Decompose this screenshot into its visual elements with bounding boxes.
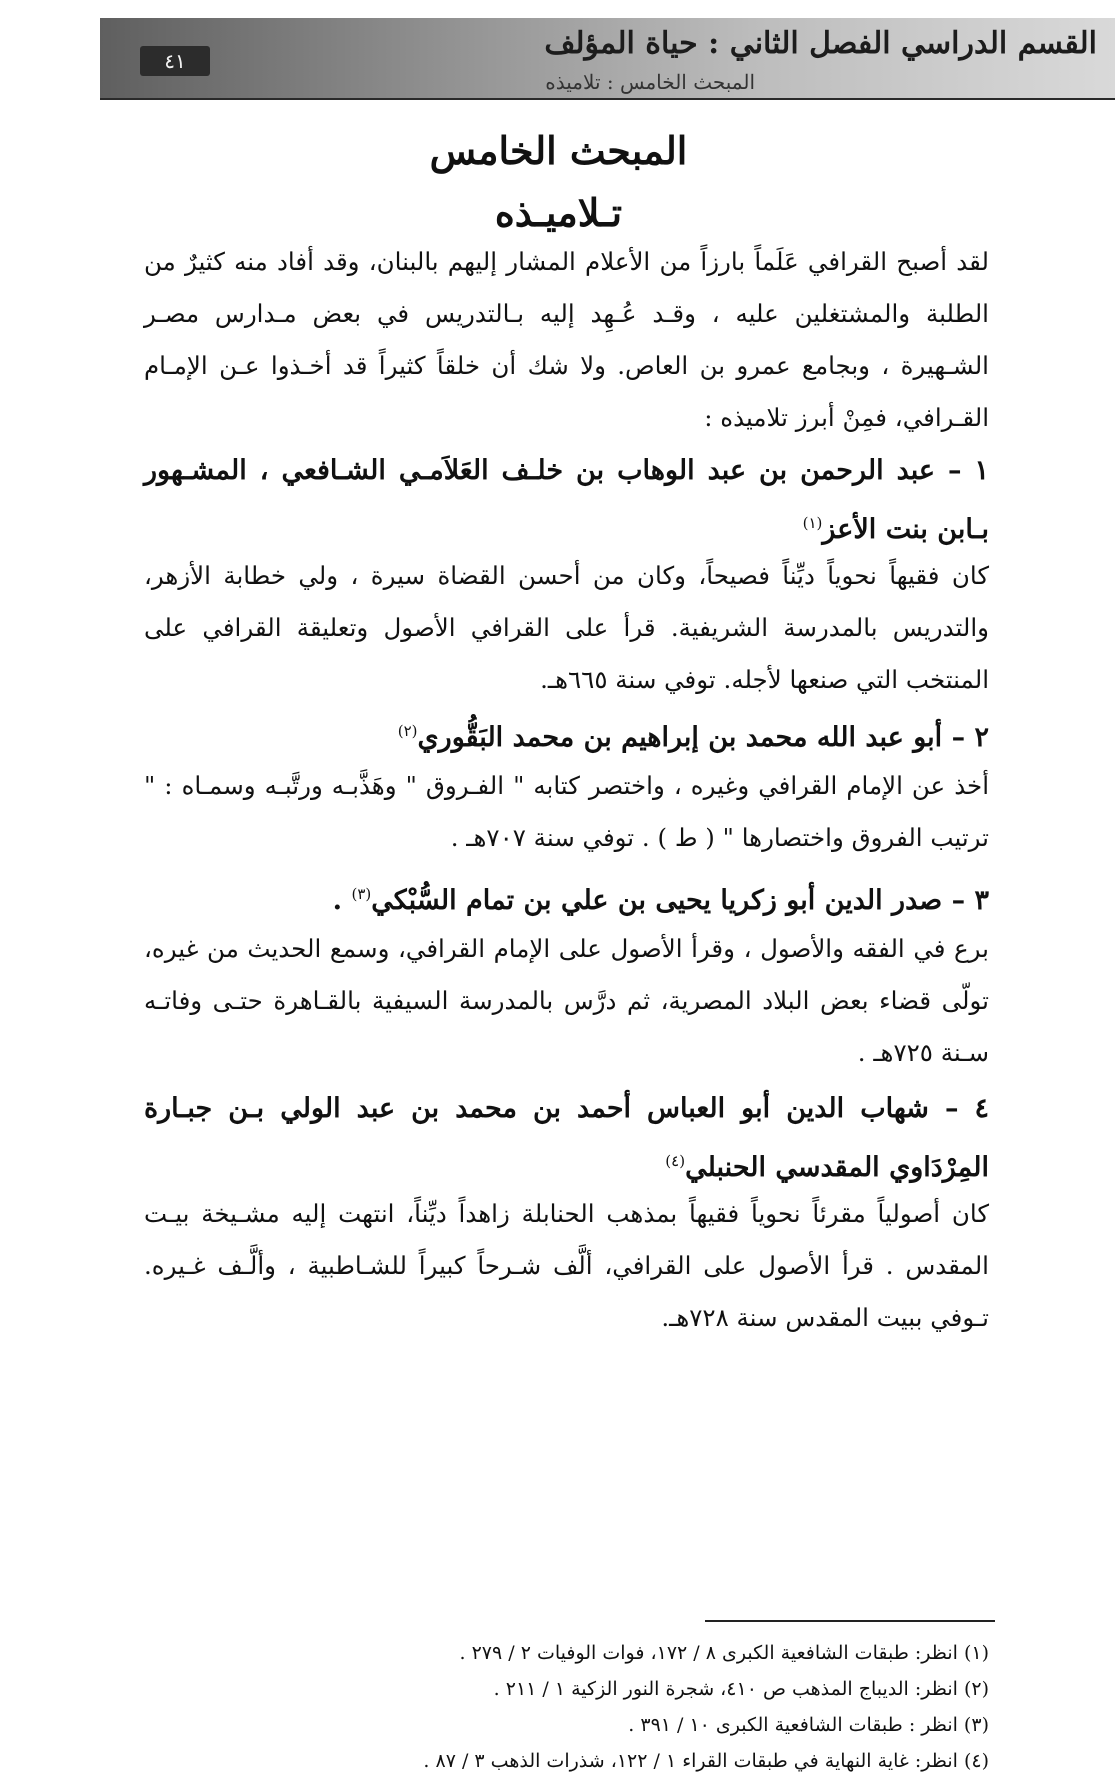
running-header [100,18,1115,100]
page-number: ٤١ [140,46,210,76]
student-heading-1-text: ١ – عبد الرحمن بن عبد الوهاب بن خلـف العَلاَمـي الشـافعي ، المشـهور بـابن بنت الأعز [144,455,989,545]
student-heading-3 [144,868,989,927]
student-body-3: برع في الفقه والأصول ، وقرأ الأصول على الإمام القرافي، وسمع الحديث من غيره، تولّى قضاء بعض البلاد المصرية، ثم درَّس بالمدرسة السيفية بالقـاهرة حتـى وفاتـه سـنة ٧٢٥هـ . [144,934,989,1067]
student-heading-2-text: ٢ – أبو عبد الله محمد بن إبراهيم بن محمد البَقُّوري [417,722,989,753]
student-heading-4-text: ٤ – شهاب الدين أبو العباس أحمد بن محمد بن عبد الولي بـن جبـارة المِرْدَاوي المقدسي الحنبلي [144,1093,989,1183]
student-heading-3-tail: . [332,885,352,916]
footnotes [144,1635,989,1779]
footnote-ref-4: (٤) [665,1152,686,1170]
footnote-ref-2: (٢) [397,722,418,740]
footnote-1: (١) انظر: طبقات الشافعية الكبرى ٨ / ١٧٢، فوات الوفيات ٢ / ٢٧٩ . [459,1642,989,1664]
running-header-title: القسم الدراسي الفصل الثاني : حياة المؤلف [544,26,1097,61]
student-body-1: كان فقيهاً نحوياً ديِّناً فصيحاً، وكان من أحسن القضاة سيرة ، ولي خطابة الأزهر، والتدريس بالمدرسة الشريفية. قرأ على القرافي الأصول وتعليقة القرافي على المنتخب التي صنعها لأجله. توفي سنة ٦٦٥هـ. [144,561,989,694]
footnote-ref-3: (٣) [351,885,372,903]
section-title: المبحث الخامس [429,128,688,173]
footnote-ref-1: (١) [802,514,823,532]
intro-paragraph: لقد أصبح القرافي عَلَماً بارزاً من الأعلام المشار إليهم بالبنان، وقد أفاد منه كثيرٌ من الطلبة والمشتغلين عليه ، وقـد عُـهِد إليه بـالتدريس في بعض مـدارس مصـر الشـهيرة ، وبجامع عمرو بن العاص. ولا شك أن خلقاً كثيراً قد أخـذوا عـن الإمـام القـرافي، فمِنْ أبرز تلاميذه : [144,247,989,432]
student-heading-4 [144,1083,989,1194]
student-heading-1 [144,445,989,556]
footnote-divider [705,1620,995,1622]
footnote-2: (٢) انظر: الديباج المذهب ص ٤١٠، شجرة النور الزكية ١ / ٢١١ . [493,1678,989,1700]
student-body-2: أخذ عن الإمام القرافي وغيره ، واختصر كتابه " الفـروق " وهَذَّبـه ورتَّبـه وسمـاه : " ترتيب الفروق واختصارها " ( ط ) . توفي سنة ٧٠٧هـ . [144,771,989,852]
student-heading-3-text: ٣ – صدر الدين أبو زكريا يحيى بن علي بن تمام السُّبْكي [371,885,989,916]
section-subtitle: تـلاميـذه [494,190,623,235]
student-body-4: كان أصولياً مقرئاً نحوياً فقيهاً بمذهب الحنابلة زاهداً ديِّناً، انتهت إليه مشـيخة بيـت المقدس . قرأ الأصول على القرافي، ألَّف شـرحاً كبيراً للشـاطبية ، وألَّـف غـيره. تـوفي ببيت المقدس سنة ٧٢٨هـ. [144,1199,989,1332]
student-heading-2 [144,705,989,764]
footnote-4: (٤) انظر: غاية النهاية في طبقات القراء ١ / ١٢٢، شذرات الذهب ٣ / ٨٧ . [423,1750,989,1772]
footnote-3: (٣) انظر : طبقات الشافعية الكبرى ١٠ / ٣٩١ . [628,1714,989,1736]
running-header-subtitle: المبحث الخامس : تلاميذه [545,70,755,94]
